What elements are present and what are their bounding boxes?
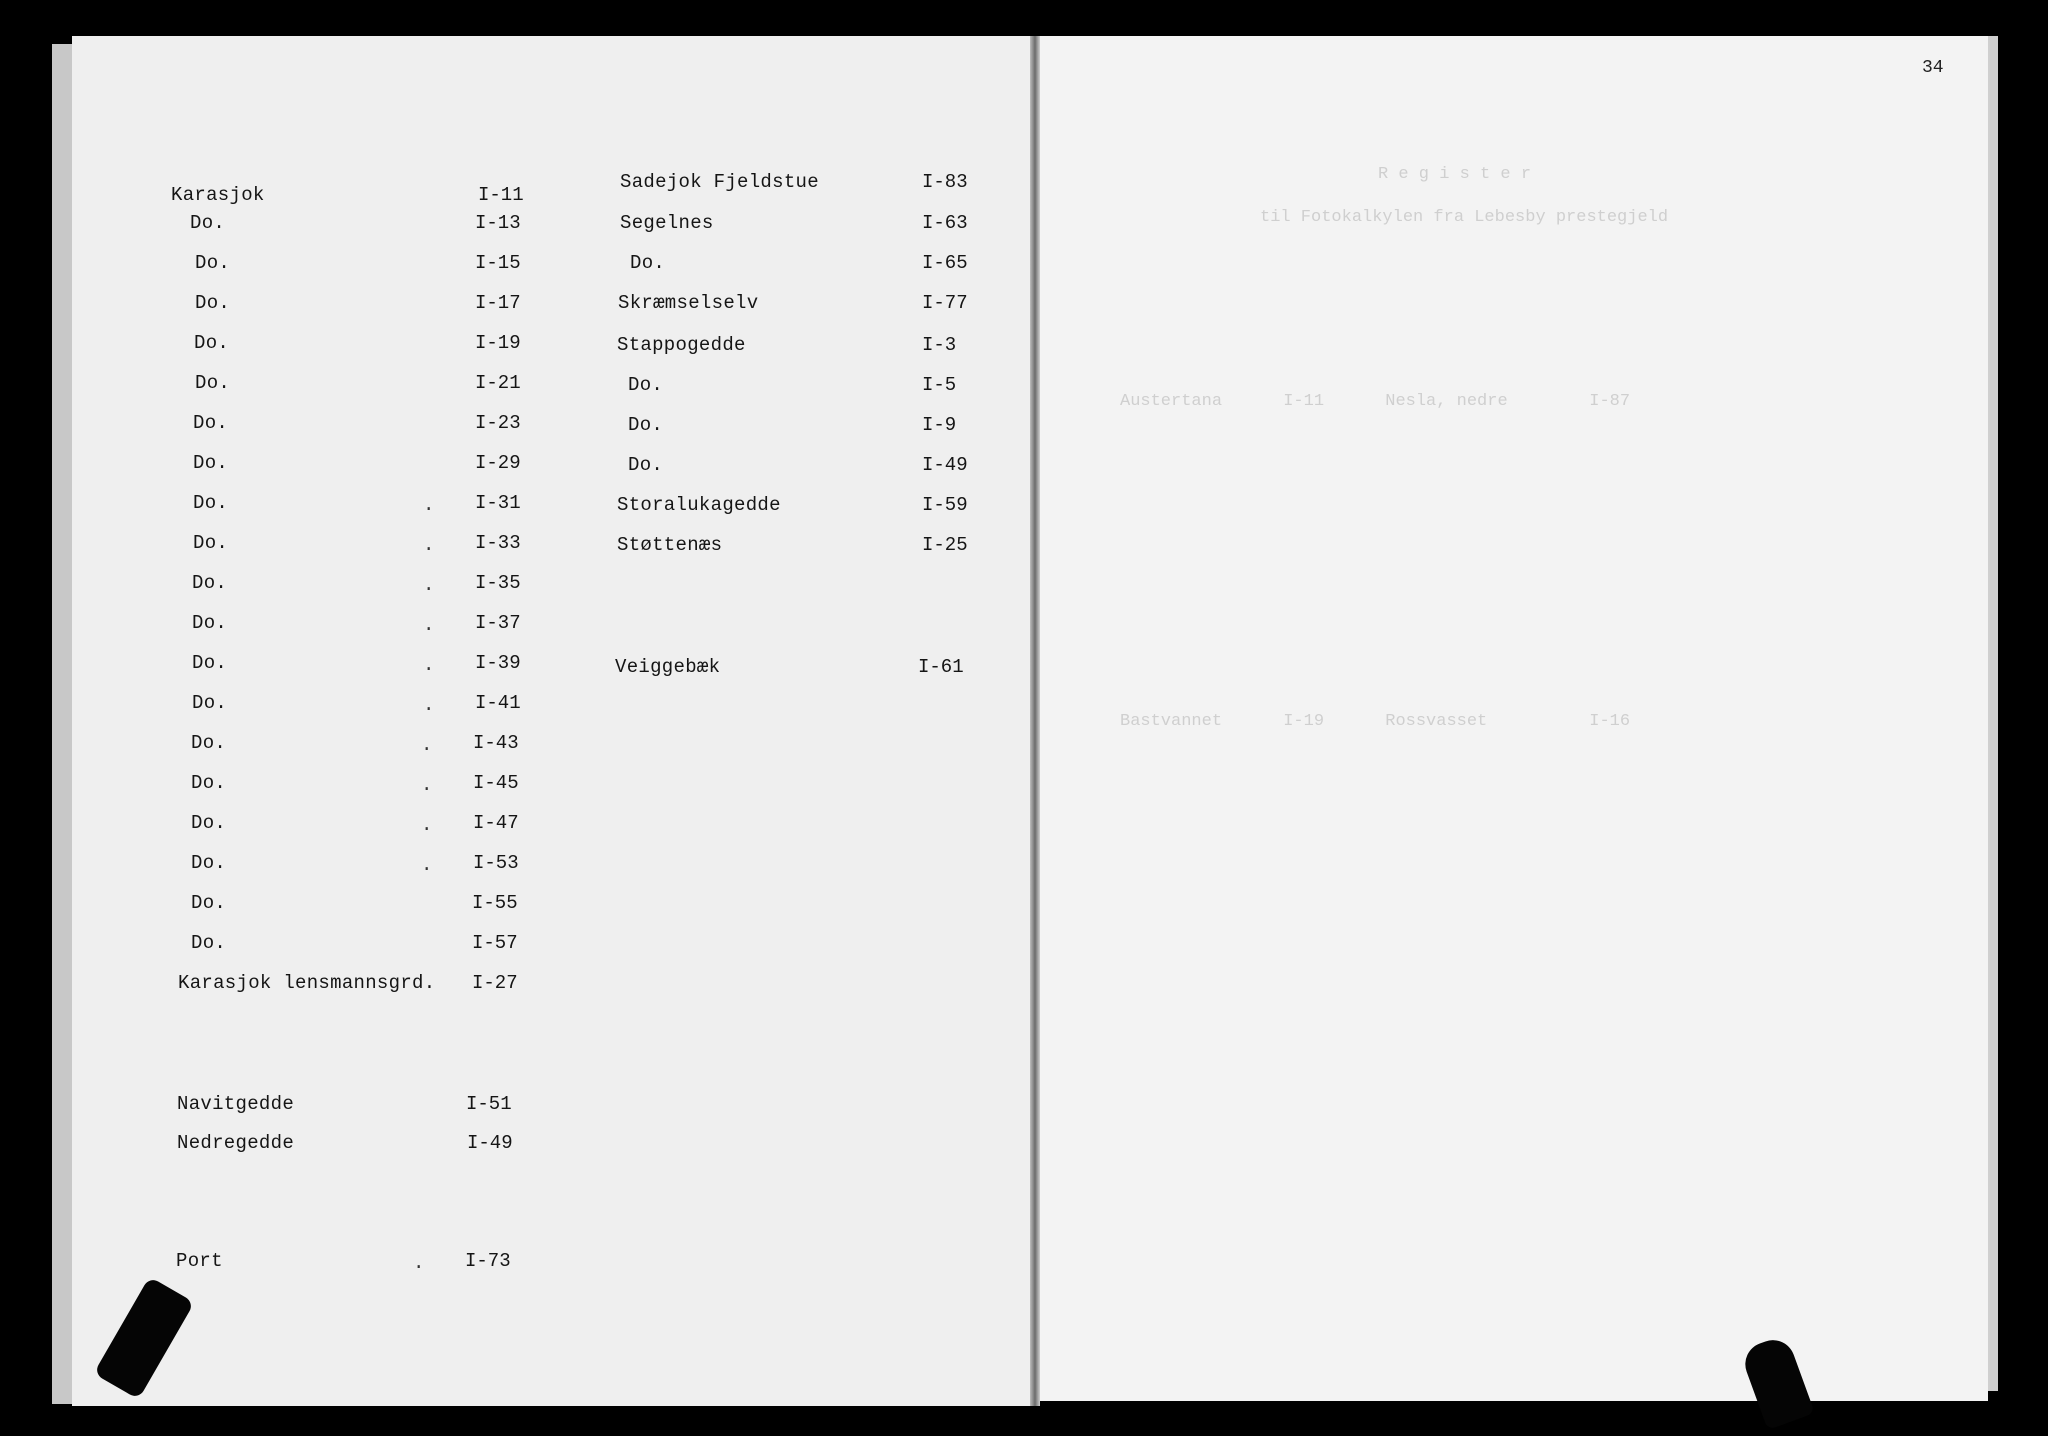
left-code: I-33 [475,532,521,554]
left-code: I-41 [475,692,521,714]
left-place: Do. [193,492,229,514]
left-code: I-73 [465,1250,511,1272]
middle-code: I-9 [922,414,957,436]
middle-place: Do. [628,374,664,396]
middle-code: I-25 [922,534,968,556]
middle-place: Do. [628,414,664,436]
left-code: I-17 [475,292,521,314]
middle-place: Storalukagedde [617,494,781,516]
left-code: I-43 [473,732,519,754]
left-code: I-45 [473,772,519,794]
leader-dot: . [421,814,433,836]
left-code: I-55 [472,892,518,914]
middle-place: Skræmselselv [618,292,759,314]
left-place: Do. [191,852,227,874]
leader-dot: . [413,1252,425,1274]
left-code: I-19 [475,332,521,354]
left-page [72,36,1036,1406]
left-place: Do. [190,212,226,234]
left-code: I-27 [472,972,518,994]
leader-dot: . [421,734,433,756]
left-place: Do. [191,732,227,754]
left-code: I-37 [475,612,521,634]
left-code: I-15 [475,252,521,274]
middle-code: I-77 [922,292,968,314]
left-place: Karasjok [171,184,265,206]
middle-code: I-49 [922,454,968,476]
left-place: Do. [195,372,231,394]
left-place: Karasjok lensmannsgrd. [178,972,436,994]
left-place: Nedregedde [177,1132,295,1154]
left-place: Do. [192,692,228,714]
left-code: I-39 [475,652,521,674]
left-place: Port [176,1250,223,1272]
middle-place: Sadejok Fjeldstue [620,171,819,193]
middle-code: I-3 [922,334,957,356]
middle-code: I-61 [918,656,964,678]
left-place: Do. [191,812,227,834]
left-code: I-21 [475,372,521,394]
show-through-text: R e g i s t e r [1378,165,1532,184]
show-through-text: til Fotokalkylen fra Lebesby prestegjeld [1260,208,1669,227]
leader-dot: . [421,854,433,876]
leader-dot: . [423,614,435,636]
middle-code: I-65 [922,252,968,274]
left-place: Do. [193,532,229,554]
left-code: I-47 [473,812,519,834]
left-code: I-13 [475,212,521,234]
left-place: Do. [193,452,229,474]
show-through-text: Austertana I-11 Nesla, nedre I-87 [1120,392,1631,411]
left-code: I-51 [466,1093,512,1115]
leader-dot: . [423,694,435,716]
left-place: Do. [192,652,228,674]
leader-dot: . [421,774,433,796]
middle-place: Støttenæs [617,534,723,556]
middle-code: I-63 [922,212,968,234]
left-place: Do. [195,292,231,314]
left-code: I-57 [472,932,518,954]
left-code: I-23 [475,412,521,434]
middle-place: Do. [630,252,666,274]
left-place: Do. [191,892,227,914]
left-place: Do. [191,932,227,954]
left-place: Do. [192,572,228,594]
left-code: I-29 [475,452,521,474]
left-code: I-11 [478,184,524,206]
leader-dot: . [423,534,435,556]
middle-place: Stappogedde [617,334,746,356]
left-place: Do. [191,772,227,794]
left-page-edges [52,44,72,1404]
left-place: Do. [192,612,228,634]
leader-dot: . [423,574,435,596]
left-place: Navitgedde [177,1093,295,1115]
leader-dot: . [423,654,435,676]
left-place: Do. [194,332,230,354]
left-code: I-35 [475,572,521,594]
left-code: I-53 [473,852,519,874]
middle-place: Segelnes [620,212,714,234]
middle-code: I-59 [922,494,968,516]
left-code: I-49 [467,1132,513,1154]
middle-place: Do. [628,454,664,476]
left-place: Do. [193,412,229,434]
middle-code: I-5 [922,374,957,396]
left-place: Do. [195,252,231,274]
left-code: I-31 [475,492,521,514]
middle-place: Veiggebæk [615,656,721,678]
right-page-edges [1988,36,1998,1391]
book-spine [1030,36,1040,1406]
middle-code: I-83 [922,171,968,193]
show-through-text: Bastvannet I-19 Rossvasset I-16 [1120,712,1631,731]
leader-dot: . [423,494,435,516]
page-number: 34 [1922,58,1944,78]
